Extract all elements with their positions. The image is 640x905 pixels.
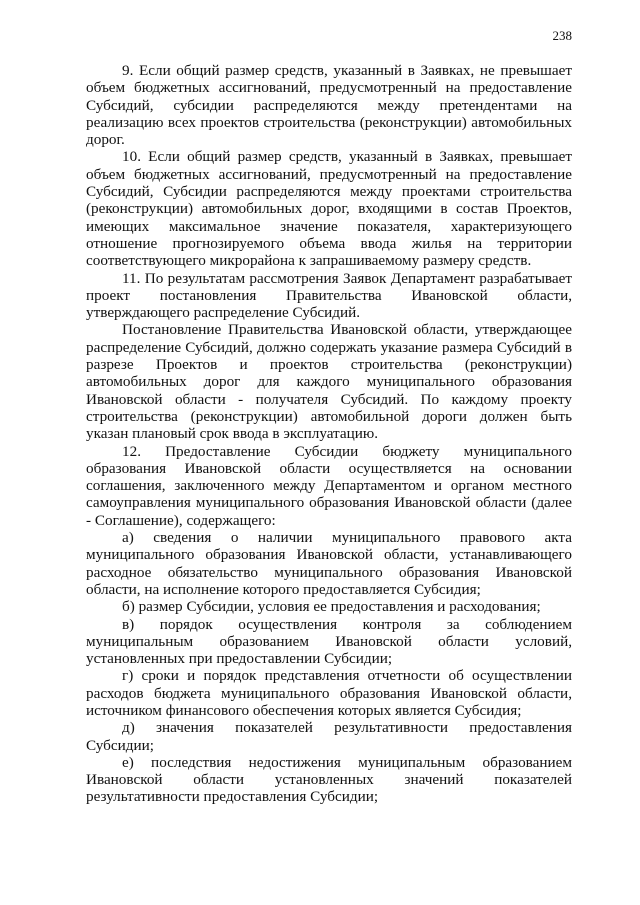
list-item-g: г) сроки и порядок представления отчетности об осуществлении расходов бюджета муниципального образования Ивановской области, источником финансового обеспечения которых является Субсидия; [86, 667, 572, 719]
paragraph-12: 12. Предоставление Субсидии бюджету муниципального образования Ивановской области осуществляется на основании соглашения, заключенного между Департаментом и органом местного самоуправления муниципального образования Ивановской области (далее - Соглашение), содержащего: [86, 442, 572, 529]
list-item-b: б) размер Субсидии, условия ее предоставления и расходования; [122, 598, 541, 616]
list-item-a: а) сведения о наличии муниципального правового акта муниципального образования Ивановской области, устанавливающего расходное обязательство муниципального образования Ивановской области, на исполнение которого предоставляется Субсидия; [86, 529, 572, 598]
document-body [86, 62, 572, 806]
list-item-d: д) значения показателей результативности предоставления Субсидии; [86, 719, 572, 754]
list-item-v: в) порядок осуществления контроля за соблюдением муниципальным образованием Ивановской области условий, установленных при предоставлении Субсидии; [86, 615, 572, 668]
paragraph-11: 11. По результатам рассмотрения Заявок Департамент разрабатывает проект постановления Правительства Ивановской области, утверждающего распределение Субсидий. [86, 269, 572, 322]
paragraph-9: 9. Если общий размер средств, указанный в Заявках, не превышает объем бюджетных ассигнований, предусмотренный на предоставление Субсидий, субсидии распределяются между претендентами на реализацию всех проектов строительства (реконструкции) автомобильных дорог. [86, 62, 572, 149]
page-number: 238 [552, 28, 572, 43]
paragraph-10: 10. Если общий размер средств, указанный в Заявках, превышает объем бюджетных ассигнований, предусмотренный на предоставление Субсидий, Субсидии распределяются между проектами строительства (реконструкции) автомобильных дорог, входящими в состав Проектов, имеющих максимальное значение показателя, характеризующего отношение прогнозируемого объема ввода жилья на территории соответствующего микрорайона к запрашиваемому размеру средств. [86, 148, 572, 270]
paragraph-resolution: Постановление Правительства Ивановской области, утверждающее распределение Субсидий, должно содержать указание размера Субсидий в разрезе Проектов и проектов строительства (реконструкции) автомобильных дорог для каждого муниципального образования Ивановской области - получателя Субсидий. По каждому проекту строительства (реконструкции) автомобильной дороги должен быть указан плановый срок ввода в эксплуатацию. [86, 321, 572, 443]
list-item-e: е) последствия недостижения муниципальным образованием Ивановской области установленных значений показателей результативности предоставления Субсидии; [86, 753, 572, 806]
